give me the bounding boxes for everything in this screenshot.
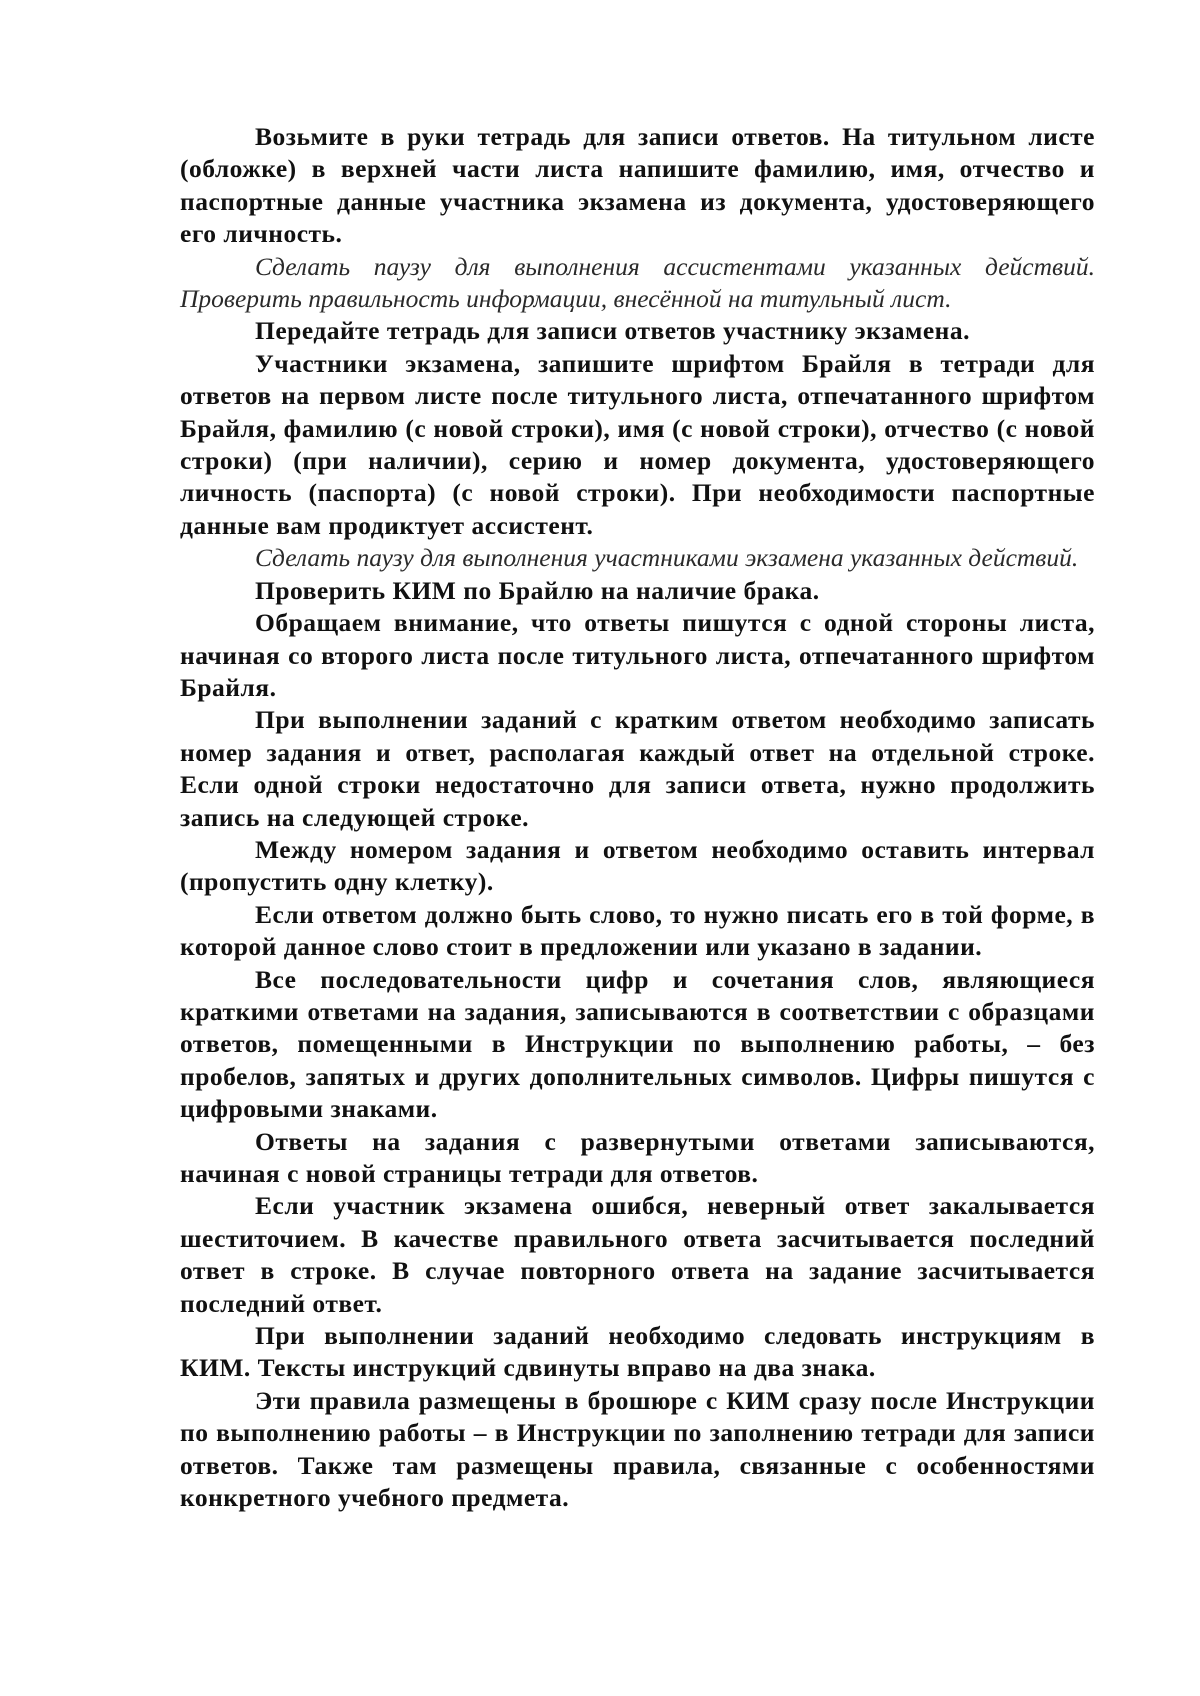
paragraph-short-answers: При выполнении заданий с кратким ответом необходимо записать номер задания и ответ, располагая каждый ответ на отдельной строке. Если одной строки недостаточно для записи ответа, нужно продолжить запись на следующей строке. [180,705,1095,832]
paragraph-extended-answers: Ответы на задания с развернутыми ответами записываются, начиная с новой страницы тетради для ответов. [180,1126,1095,1188]
paragraph-interval: Между номером задания и ответом необходимо оставить интервал (пропустить одну клетку). [180,834,1095,897]
paragraph-braille-personal-data: Участники экзамена, запишите шрифтом Брайля в тетради для ответов на первом листе после титульного листа, отпечатанного шрифтом Брайля, фамилию (с новой строки), имя (с новой строки), отчество (с новой строки) (при наличии), серию и номер документа, удостоверяющего личность (паспорта) (с новой строки). При необходимости паспортные данные вам продиктует ассистент. [180,348,1095,540]
paragraph-digit-sequences: Все последовательности цифр и сочетания слов, являющиеся краткими ответами на задания, записываются в соответствии с образцами ответов, помещенными в Инструкции по выполнению работы, – без пробелов, запятых и других дополнительных символов. Цифры пишутся с цифровыми знаками. [180,964,1095,1124]
document-page [180,121,1095,1514]
paragraph-rules-location: Эти правила размещены в брошюре с КИМ сразу после Инструкции по выполнению работы – в Инструкции по заполнению тетради для записи ответов. Также там размещены правила, связанные с особенностями конкретного учебного предмета. [180,1385,1095,1513]
paragraph-follow-instructions: При выполнении заданий необходимо следовать инструкциям в КИМ. Тексты инструкций сдвинуты вправо на два знака. [180,1321,1095,1383]
paragraph-check-kim: Проверить КИМ по Брайлю на наличие брака. [255,575,820,605]
paragraph-one-side-answers: Обращаем внимание, что ответы пишутся с одной стороны листа, начиная со второго листа после титульного листа, отпечатанного шрифтом Брайля. [180,608,1095,702]
paragraph-pass-notebook: Передайте тетрадь для записи ответов участнику экзамена. [255,316,970,346]
paragraph-pause-participants: Сделать паузу для выполнения участниками экзамена указанных действий. [255,543,1079,573]
paragraph-pause-assistants: Сделать паузу для выполнения ассистентами указанных действий. Проверить правильность информации, внесённой на титульный лист. [180,251,1095,314]
paragraph-mistake-correction: Если участник экзамена ошибся, неверный ответ закалывается шеститочием. В качестве правильного ответа засчитывается последний ответ в строке. В случае повторного ответа на задание засчитывается последний ответ. [180,1191,1095,1318]
paragraph-notebook-title-page: Возьмите в руки тетрадь для записи ответов. На титульном листе (обложке) в верхней части листа напишите фамилию, имя, отчество и паспортные данные участника экзамена из документа, удостоверяющего его личность. [180,122,1095,249]
paragraph-word-form: Если ответом должно быть слово, то нужно писать его в той форме, в которой данное слово стоит в предложении или указано в задании. [180,899,1095,962]
